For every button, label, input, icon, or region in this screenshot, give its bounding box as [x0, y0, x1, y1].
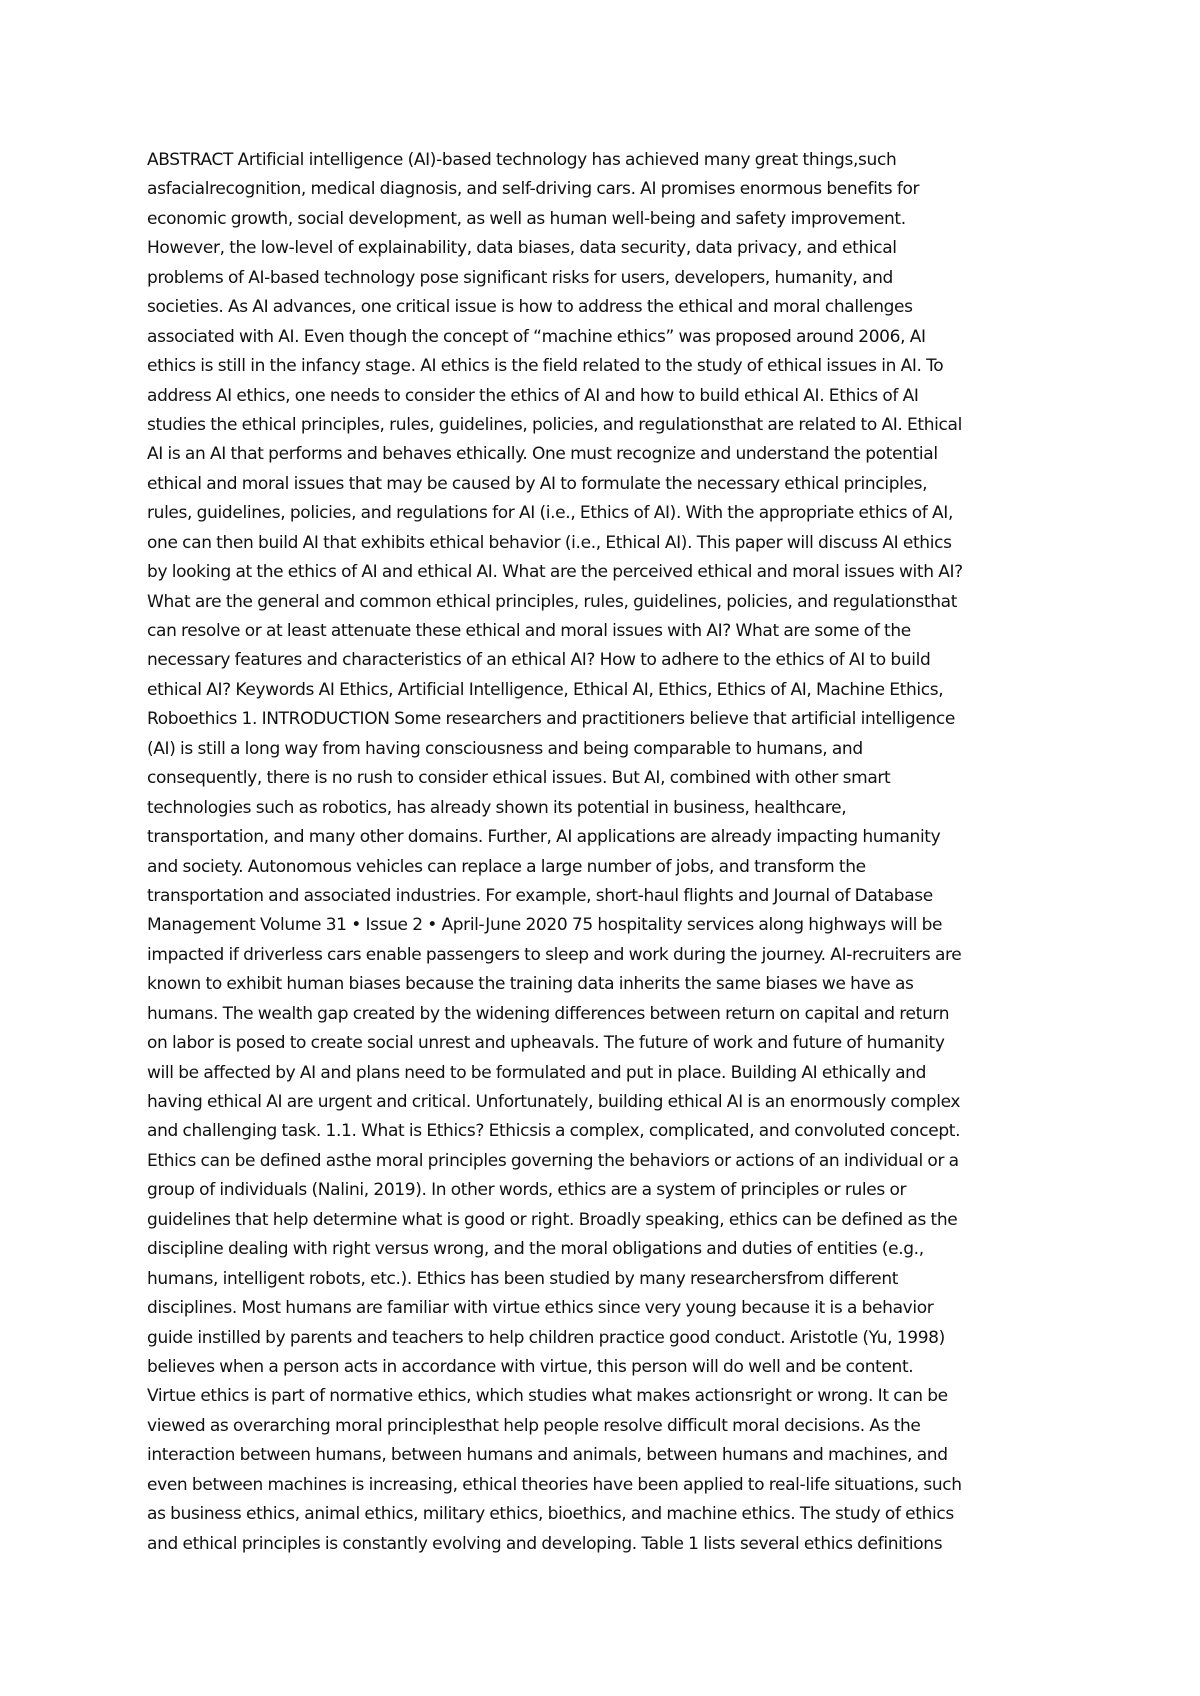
text-line: group of individuals (Nalini, 2019). In other words, ethics are a system of principles or rules or: [147, 1180, 907, 1201]
text-line: technologies such as robotics, has already shown its potential in business, healthcare,: [147, 797, 847, 818]
text-line: societies. As AI advances, one critical issue is how to address the ethical and moral challenges: [147, 297, 913, 318]
text-line: viewed as overarching moral principlesthat help people resolve difficult moral decisions. As the: [147, 1415, 921, 1436]
text-line: disciplines. Most humans are familiar with virtue ethics since very young because it is a behavior: [147, 1298, 934, 1319]
text-line: asfacialrecognition, medical diagnosis, and self-driving cars. AI promises enormous benefits for: [147, 179, 920, 200]
text-line: guidelines that help determine what is good or right. Broadly speaking, ethics can be defined as the: [147, 1209, 958, 1230]
text-line: ABSTRACT Artificial intelligence (AI)-based technology has achieved many great things,such: [147, 150, 897, 170]
text-line: (AI) is still a long way from having consciousness and being comparable to humans, and: [147, 738, 863, 759]
text-line: transportation and associated industries. For example, short-haul flights and Journal of Database: [147, 885, 933, 906]
text-line: and ethical principles is constantly evolving and developing. Table 1 lists several ethics definitions: [147, 1533, 943, 1554]
text-line: necessary features and characteristics of an ethical AI? How to adhere to the ethics of AI to build: [147, 650, 931, 671]
text-line: transportation, and many other domains. Further, AI applications are already impacting humanity: [147, 827, 941, 848]
text-line: Roboethics 1. INTRODUCTION Some researchers and practitioners believe that artificial intelligence: [147, 709, 956, 730]
text-line: ethics is still in the infancy stage. AI ethics is the field related to the study of ethical issues in AI. To: [147, 356, 944, 377]
text-line: AI is an AI that performs and behaves ethically. One must recognize and understand the potential: [147, 444, 938, 465]
text-line: known to exhibit human biases because the training data inherits the same biases we have as: [147, 974, 914, 995]
text-line: studies the ethical principles, rules, guidelines, policies, and regulationsthat are related to AI. Ethical: [147, 414, 962, 435]
text-line: Management Volume 31 • Issue 2 • April-June 2020 75 hospitality services along highways will be: [147, 915, 943, 936]
text-line: by looking at the ethics of AI and ethical AI. What are the perceived ethical and moral issues with AI?: [147, 562, 963, 583]
text-line: address AI ethics, one needs to consider the ethics of AI and how to build ethical AI. Ethics of AI: [147, 385, 919, 406]
text-line: associated with AI. Even though the concept of “machine ethics” was proposed around 2006, AI: [147, 326, 926, 347]
text-line: Ethics can be defined asthe moral principles governing the behaviors or actions of an individual or a: [147, 1150, 959, 1171]
text-line: problems of AI-based technology pose significant risks for users, developers, humanity, and: [147, 267, 893, 288]
text-line: one can then build AI that exhibits ethical behavior (i.e., Ethical AI). This paper will discuss AI ethics: [147, 532, 952, 553]
text-line: Virtue ethics is part of normative ethics, which studies what makes actionsright or wrong. It can be: [147, 1386, 948, 1407]
text-line: having ethical AI are urgent and critical. Unfortunately, building ethical AI is an enormously complex: [147, 1092, 961, 1112]
text-line: consequently, there is no rush to consider ethical issues. But AI, combined with other smart: [147, 768, 891, 789]
text-line: believes when a person acts in accordance with virtue, this person will do well and be content.: [147, 1356, 914, 1377]
text-line: impacted if driverless cars enable passengers to sleep and work during the journey. AI-recruiters are: [147, 944, 962, 965]
text-line: rules, guidelines, policies, and regulations for AI (i.e., Ethics of AI). With the appropriate ethics of AI,: [147, 503, 953, 524]
text-line: on labor is posed to create social unrest and upheavals. The future of work and future of humanity: [147, 1033, 945, 1054]
text-line: as business ethics, animal ethics, military ethics, bioethics, and machine ethics. The study of ethics: [147, 1504, 954, 1525]
text-line: will be affected by AI and plans need to be formulated and put in place. Building AI ethically and: [147, 1062, 927, 1083]
text-line: ethical and moral issues that may be caused by AI to formulate the necessary ethical principles,: [147, 473, 928, 494]
text-line: humans, intelligent robots, etc.). Ethics has been studied by many researchersfrom different: [147, 1268, 899, 1289]
text-line: humans. The wealth gap created by the widening differences between return on capital and return: [147, 1003, 950, 1024]
text-line: even between machines is increasing, ethical theories have been applied to real-life situations, such: [147, 1474, 962, 1495]
text-line: ethical AI? Keywords AI Ethics, Artificial Intelligence, Ethical AI, Ethics, Ethics of AI, Machine Ethics,: [147, 679, 944, 700]
text-line: guide instilled by parents and teachers to help children practice good conduct. Aristotle (Yu, 1998): [147, 1327, 945, 1348]
text-line: However, the low-level of explainability, data biases, data security, data privacy, and ethical: [147, 238, 897, 259]
body-text: [147, 146, 1077, 1559]
text-line: and challenging task. 1.1. What is Ethics? Ethicsis a complex, complicated, and convoluted concept.: [147, 1121, 961, 1142]
text-line: economic growth, social development, as well as human well-being and safety improvement.: [147, 208, 906, 229]
text-line: and society. Autonomous vehicles can replace a large number of jobs, and transform the: [147, 856, 866, 877]
text-line: discipline dealing with right versus wrong, and the moral obligations and duties of entities (e.g.,: [147, 1239, 924, 1260]
text-line: interaction between humans, between humans and animals, between humans and machines, and: [147, 1445, 948, 1466]
text-line: What are the general and common ethical principles, rules, guidelines, policies, and regulationsthat: [147, 591, 958, 612]
text-line: can resolve or at least attenuate these ethical and moral issues with AI? What are some of the: [147, 621, 911, 641]
